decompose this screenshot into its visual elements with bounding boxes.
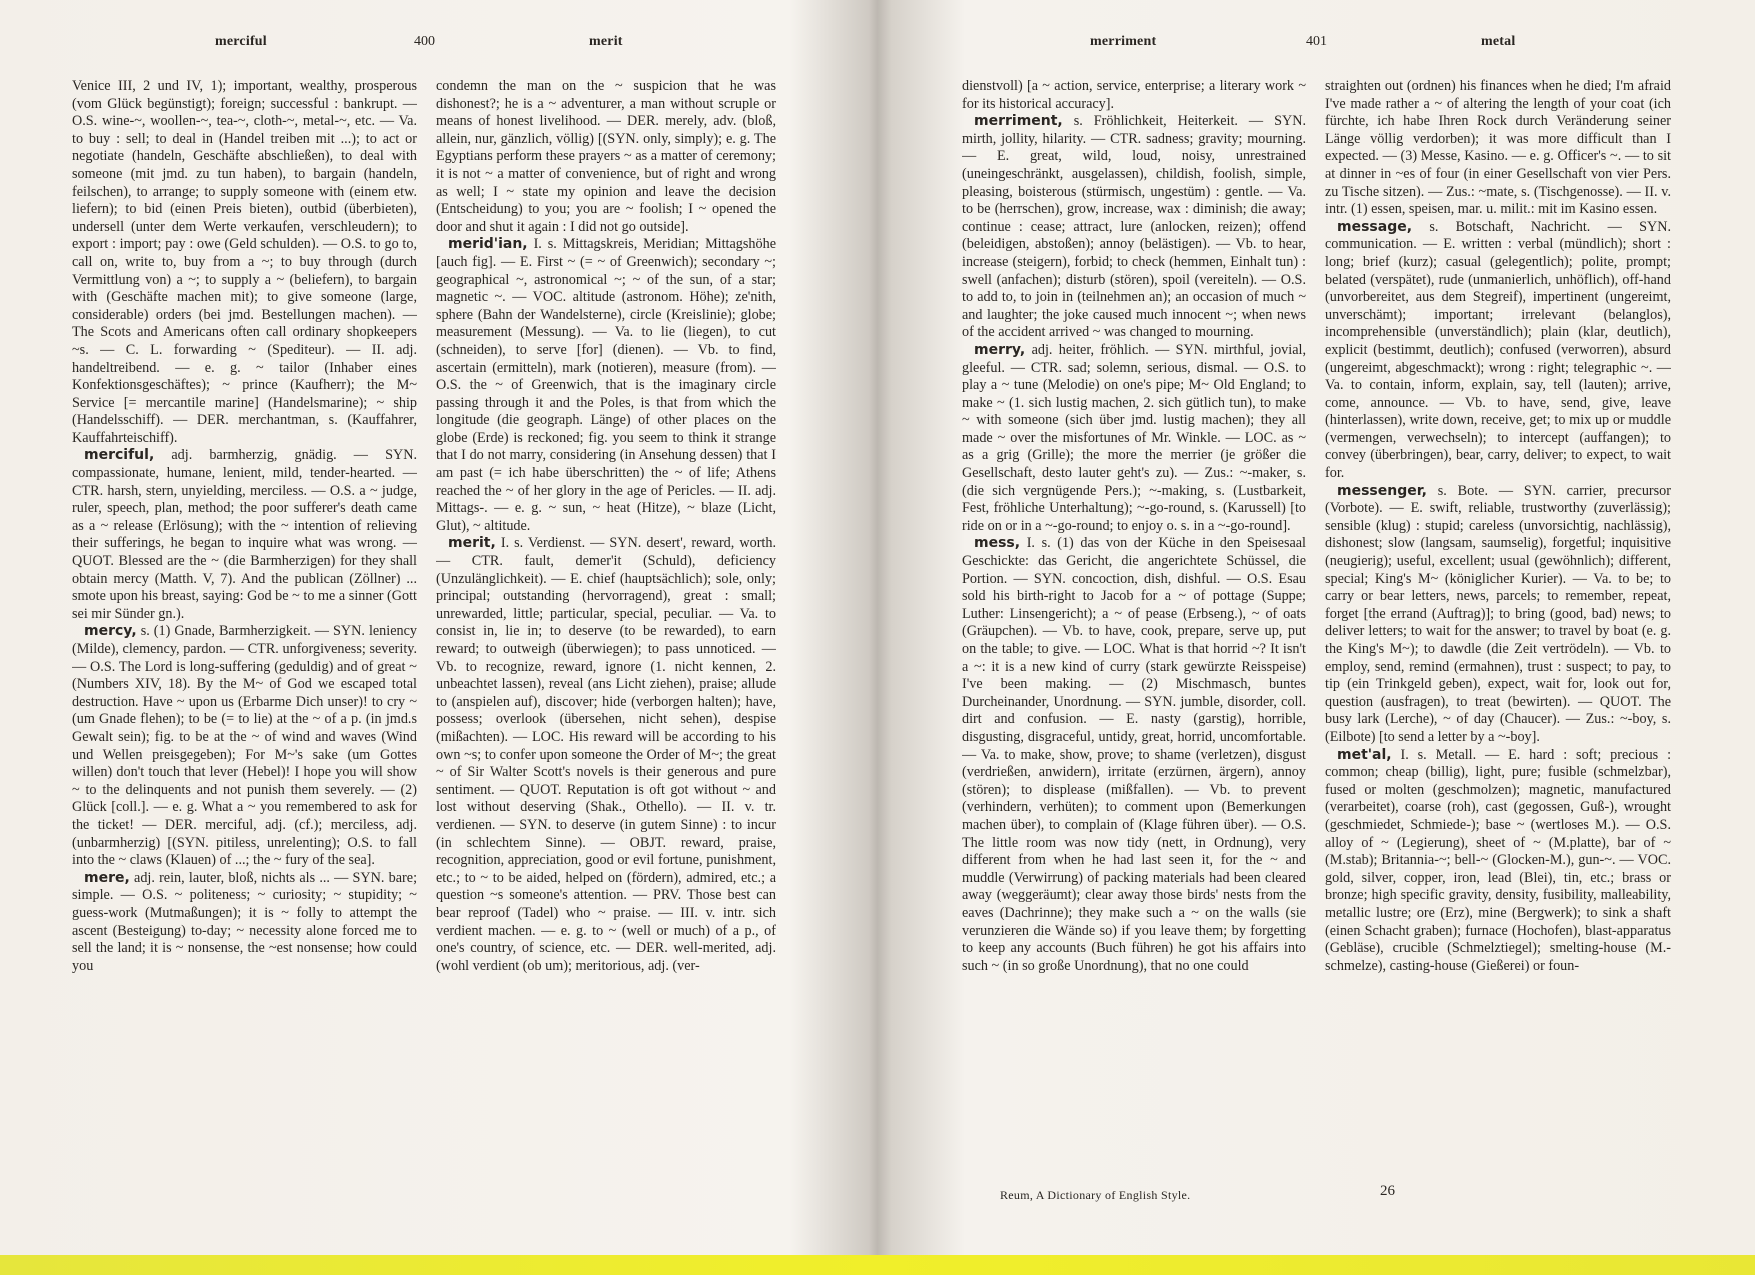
entry-headword: mess, (974, 535, 1021, 552)
entry-text: dienstvoll) [a ~ action, service, enterprise; a literary work ~ for its historical accuracy]. (962, 78, 1306, 112)
left-page-column-1 (72, 78, 417, 1228)
dictionary-entry (72, 870, 417, 976)
entry-text: straighten out (ordnen) his finances when he died; I'm afraid I've made rather a ~ of altering the length of your coat (ich fürchte, ich habe Ihren Rock durch Veränderung seiner Länge völlig verdorben); it was more difficult than I expected. — (3) Messe, Kasino. — e. g. Officer's ~. — to sit at dinner in ~es of four (in einer Gesellschaft von vier Pers. zu Tische sitzen). — Zus.: ~mate, s. (Tischgenosse). — II. v. intr. (1) essen, speisen, mar. u. milit.: mit im Kasino essen. (1325, 78, 1671, 218)
dictionary-entry (436, 535, 776, 975)
dictionary-entry (962, 342, 1306, 536)
entry-text: I. s. (1) das von der Küche in den Speisesaal Geschickte: das Gericht, die angerichtete Schüssel, die Portion. — SYN. concoction, dish, dishful. — O.S. Esau sold his birth-right to Jacob for a ~ of pottage (Suppe; Luther: Linsengericht); a ~ of pease (Erbseng.), ~ of oats (Gräupchen). — Vb. to have, cook, prepare, serve up, put on the table; to give. — LOC. What is that horrid ~? It isn't a ~: it is a new kind of curry (stark gewürzte Reisspeise) I've been making. — (2) Mischmasch, buntes Durcheinander, Unordnung. — SYN. jumble, disorder, coll. dirt and confusion. — E. nasty (garstig), horrible, disgusting, disgraceful, untidy, great, horrid, uncomfortable. — Va. to make, show, prove; to shame (verletzen), disgust (verdrießen, anwidern), irritate (erzürnen, ärgern), annoy (stören); to displease (mißfallen). — Vb. to prevent (verhindern, verhüten); to comment upon (Bemerkungen machen über), to complain of (Klage führen über). — O.S. The little room was now tidy (nett, in Ordnung), very different from when he had last seen it, for the ~ and muddle (Verwirrung) of packing materials had been cleared away (weggeräumt); clear away those birds' nests from the eaves (Dachrinne); they make such a ~ on the walls (sie verunzieren die Wände so) if you leave them; by forgetting to keep any accounts (Buch führen) he got his affairs into such ~ (in so große Unordnung), that no one could (962, 535, 1306, 974)
entry-text: s. Fröhlichkeit, Heiterkeit. — SYN. mirth, jollity, hilarity. — CTR. sadness; gravity; mourning. — E. great, wild, loud, noisy, unrestrained (uneingeschränkt, ausgelassen), childish, foolish, simple, pleasing, boisterous (stürmisch, ungestüm) : gentle. — Va. to be (herrschen), grow, increase, wax : diminish; die away; continue : cease; attract, lure (anlocken, reizen); offend (beleidigen, abstoßen); annoy (belästigen). — Vb. to hear, increase (steigern), forbid; to check (hemmen, Einhalt tun) : swell (anfachen); disturb (stören), spoil (vereiteln). — O.S. to add to, to join in (teilnehmen an); an occasion of much ~ and laughter; the joke caused much innocent ~; when news of the accident arrived ~ was changed to mourning. (962, 113, 1306, 341)
entry-headword: mere, (84, 869, 130, 886)
running-head-left: merciful (215, 34, 267, 49)
entry-headword: merry, (974, 341, 1026, 358)
entry-text: I. s. Metall. — E. hard : soft; precious : common; cheap (billig), light, pure; fusible (schmelzbar), fused or molten (geschmolzen); magnetic, manufactured (verarbeitet), coarse (roh), cast (gegossen, Guß-), wrought (geschmiedet, Schmiede-); base ~ (wertloses M.). — O.S. alloy of ~ (Legierung), sheet of ~ (M.platte), bar of ~ (M.stab); Britannia-~; bell-~ (Glocken-M.), gun-~. — VOC. gold, silver, copper, iron, lead (Blei), tin, etc.; brass or bronze; high specific gravity, density, fusibility, malleability, metallic lustre; ore (Erz), mine (Bergwerk); to sink a shaft (einen Schacht graben); furnace (Hochofen), blast-apparatus (Gebläse), crucible (Schmelztiegel); smelting-house (M.-schmelze), casting-house (Gießerei) or foun- (1325, 746, 1671, 974)
dictionary-entry (1325, 78, 1671, 219)
left-page (0, 0, 865, 1255)
entry-text: I. s. Verdienst. — SYN. desert', reward, worth. — CTR. fault, demer'it (Schuld), deficiency (Unzulänglichkeit). — E. chief (hauptsächlich); sole, only; principal; outstanding (hervorragend), great : small; unrewarded, little; particular, special, peculiar. — Va. to consist in, lie in; to deserve (to be rewarded), to earn reward; to outweigh (überwiegen); to pass unnoticed. — Vb. to recognize, reward, ignore (1. nicht kennen, 2. unbeachtet lassen), reveal (ans Licht ziehen), praise; allude to (anspielen auf), discover; hide (verborgen halten); have, possess; overlook (übersehen, nicht sehen), despise (mißachten). — LOC. His reward will be according to his own ~s; to confer upon someone the Order of M~; the great ~ of Sir Walter Scott's novels is their generous and pure sentiment. — QUOT. Reputation is oft got without ~ and lost without deserving (Shak., Othello). — II. v. tr. verdienen. — SYN. to deserve (in gutem Sinne) : to incur (in schlechtem Sinne). — OBJT. reward, praise, recognition, appreciation, good or evil fortune, punishment, etc.; to ~ to be aided, helped on (fördern), admired, etc.; a question ~s someone's attention. — PRV. Those best can bear reproof (Tadel) who ~ praise. — III. v. intr. sich verdient machen. — e. g. to ~ (well or much) of a p., of one's country, of science, etc. — DER. well-merited, adj. (wohl verdient (ob um); meritorious, adj. (ver- (436, 535, 776, 974)
entry-headword: met'al, (1337, 746, 1392, 763)
page-number-right: 401 (1306, 34, 1327, 49)
dictionary-entry (962, 78, 1306, 113)
dictionary-entry (72, 623, 417, 869)
left-page-column-2 (436, 78, 776, 1228)
entry-headword: mercy, (84, 623, 137, 640)
entry-text: s. (1) Gnade, Barmherzigkeit. — SYN. leniency (Milde), clemency, pardon. — CTR. unforgiveness; severity. — O.S. The Lord is long-suffering (geduldig) and of great ~ (Numbers XIV, 18). By the M~ of God we escaped total destruction. Have ~ upon us (Erbarme Dich unser)! to cry ~ (um Gnade flehen); to be (= to lie) at the ~ of a p. (in jmd.s Gewalt sein); fig. to be at the ~ of wind and waves (Wind und Wellen preisgegeben); For M~'s sake (um Gottes willen) don't touch that lever (Hebel)! I hope you will show ~ to the delinquents and not punish them severely. — (2) Glück [coll.]. — e. g. What a ~ you remembered to ask for the ticket! — DER. merciful, adj. (cf.); merciless, adj. (unbarmherzig) [(SYN. pitiless, unrelenting); O.S. to fall into the ~ claws (Klauen) of ...; the ~ fury of the sea]. (72, 623, 417, 869)
entry-headword: merid'ian, (448, 236, 528, 253)
dictionary-entry (962, 113, 1306, 342)
entry-headword: messenger, (1337, 482, 1427, 499)
entry-headword: merciful, (84, 447, 155, 464)
right-page (880, 0, 1755, 1255)
running-head-right: merit (589, 34, 623, 49)
running-head-right: metal (1481, 34, 1516, 49)
running-head-left: merriment (1090, 34, 1157, 49)
entry-text: adj. rein, lauter, bloß, nichts als ... — SYN. bare; simple. — O.S. ~ politeness; ~ curiosity; ~ stupidity; ~ guess-work (Mutmaßungen); it is ~ folly to attempt the ascent (Besteigung) to-day; ~ necessity alone forced me to sell the land; it is ~ nonsense, the ~est nonsense; how could you (72, 869, 417, 974)
dictionary-entry (436, 236, 776, 535)
entry-text: I. s. Mittagskreis, Meridian; Mittagshöhe [auch fig]. — E. First ~ (= ~ of Greenwich); secondary ~; geographical ~, astronomical ~; ~ of the sun, of a star; magnetic ~. — VOC. altitude (astronom. Höhe); ze'nith, sphere (Bahn der Wandelsterne), circle (Kreislinie); globe; measurement (Messung). — Va. to lie (liegen), to cut (schneiden), to serve [for] (dienen). — Vb. to find, ascertain (ermitteln), mark (notieren), measure (from). — O.S. the ~ of Greenwich, that is the imaginary circle passing through it and the Poles, is that from which the longitude (die geograph. Länge) of other places on the globe (Erde) is reckoned; fig. you seem to think it strange that I do not marry, considering (in Ansehung dessen) that I am past (= ich habe überschritten) the ~ of life; Athens reached the ~ of her glory in the age of Pericles. — II. adj. Mittags-. — e. g. ~ sun, ~ heat (Hitze), ~ blaze (Licht, Glut), ~ altitude. (436, 236, 776, 534)
dictionary-entry (1325, 483, 1671, 747)
signature-mark: 26 (1380, 1183, 1395, 1199)
right-page-column-2 (1325, 78, 1671, 1218)
entry-text: s. Bote. — SYN. carrier, precursor (Vorbote). — E. swift, reliable, trustworthy (zuverlässig); sensible (klug) : stupid; careless (unvorsichtig, nachlässig), dishonest; slow (langsam, saumselig), forgetful; inquisitive (neugierig); useful, excellent; usual (gewöhnlich); different, special; King's M~ (königlicher Kurier). — Va. to be; to carry or bear letters, news, parcels; to remember, repeat, forget [the errand (Auftrag)]; to bring (good, bad) news; to deliver letters; to wait for the answer; to travel by boat (e. g. the King's M~); to dawdle (die Zeit vertrödeln). — Vb. to employ, send, remind (ermahnen), trust : suspect; to pay, to tip (ein Trinkgeld geben), expect, wait for, look out for, question (ausfragen), to treat (bewirten). — QUOT. The busy lark (Lerche), ~ of day (Chaucer). — Zus.: ~-boy, s. (Eilbote) [to send a letter by a ~-boy]. (1325, 482, 1671, 745)
entry-headword: message, (1337, 218, 1413, 235)
entry-text: Venice III, 2 und IV, 1); important, wealthy, prosperous (vom Glück begünstigt); foreign; successful : bankrupt. — O.S. wine-~, woollen-~, tea-~, cloth-~, metal-~, etc. — Va. to buy : sell; to deal in (Handel treiben mit ...); to act or negotiate (handeln, Geschäfte abschließen), to deal with someone (mit jmd. zu tun haben), to bargain (handeln, feilschen), to arrange; to supply someone with (einem etw. liefern); to bid (einen Preis bieten), outbid (überbieten), undersell (unter dem Werte verkaufen, verschleudern); to export : import; pay : owe (Geld schulden). — O.S. to go to, call on, write to, buy from a ~; to buy through (durch Vermittlung von) a ~; to supply a ~ (beliefern), to bargain with (Geschäfte machen mit); to give someone (large, considerable) orders (bei jmd. Bestellungen machen). — The Scots and Americans often call ordinary shopkeepers ~s. — C. L. forwarding ~ (Spediteur). — II. adj. handeltreibend. — e. g. ~ tailor (Inhaber eines Konfektionsgeschäftes); ~ prince (Kaufherr); the M~ Service [= mercantile marine] (Handelsmarine); ~ ship (Handelsschiff). — DER. merchantman, s. (Kauffahrer, Kauffahrteischiff). (72, 78, 417, 446)
dictionary-entry (436, 78, 776, 236)
dictionary-entry (1325, 747, 1671, 976)
entry-text: adj. heiter, fröhlich. — SYN. mirthful, jovial, gleeful. — CTR. sad; solemn, serious, dismal. — O.S. to play a ~ tune (Melodie) on one's pipe; M~ Old England; to make ~ (1. sich lustig machen, 2. sich gütlich tun), to make ~ with someone (sich über jmd. lustig machen); they all made ~ over the misfortunes of Mr. Winkle. — LOC. as ~ as a grig (Grille); the more the merrier (je größer die Gesellschaft, desto lauter geht's zu). — Zus.: ~-maker, s. (die sich vergnügende Pers.); ~-making, s. (Lustbarkeit, Fest, fröhliche Unterhaltung); ~-go-round, s. (Karussell) [to ride on or in a ~-go-round; to enjoy o. s. in a ~-go-round]. (962, 341, 1306, 534)
entry-text: adj. barmherzig, gnädig. — SYN. compassionate, humane, lenient, mild, tender-hearted. — CTR. harsh, stern, unyielding, merciless. — O.S. a ~ judge, ruler, speech, plan, method; the poor sufferer's death came as a ~ release (Erlösung); with the ~ intention of relieving their sufferings, he began to inquire what was wrong. — QUOT. Blessed are the ~ (die Barmherzigen) for they shall obtain mercy (Matth. V, 7). And the publican (Zöllner) ... smote upon his breast, saying: God be ~ to me a sinner (Gott sei mir Sünder gn.). (72, 447, 417, 622)
footer-book-title: Reum, A Dictionary of English Style. (1000, 1188, 1191, 1202)
dictionary-entry (1325, 219, 1671, 483)
entry-text: s. Botschaft, Nachricht. — SYN. communication. — E. written : verbal (mündlich); short : long; brief (kurz); casual (gelegentlich); polite, prompt; belated (verspätet), rude (unmanierlich, unhöflich), off-hand (unvorbereitet, aus dem Stegreif), impertinent (ungereimt, unverschämt); important; irrelevant (belanglos), incomprehensible (unverständlich); plain (klar, deutlich), explicit (bestimmt, deutlich); confused (verworren), absurd (ungereimt, abgeschmackt); wrong : right; telegraphic ~. — Va. to contain, inform, explain, say, tell (lauten); arrive, come, announce. — Vb. to have, send, give, leave (hinterlassen), write down, receive, get; to mix up or muddle (vermengen, verwechseln); to intercept (auffangen); to convey (überbringen), bear, carry, deliver; to expect, to wait for. (1325, 218, 1671, 482)
page-number-left: 400 (414, 34, 435, 49)
dictionary-entry (962, 535, 1306, 975)
dictionary-entry (72, 447, 417, 623)
entry-headword: merit, (448, 535, 496, 552)
entry-text: condemn the man on the ~ suspicion that he was dishonest?; he is a ~ adventurer, a man without scruple or means of honest livelihood. — DER. merely, adv. (bloß, allein, nur, gänzlich, völlig) [(SYN. only, simply); e. g. The Egyptians perform these prayers ~ as a matter of ceremony; it is not ~ a matter of convenience, but of right and wrong as well; I ~ state my opinion and leave the decision (Entscheidung) to you; you are ~ foolish; I ~ opened the door and shut it again : I did not go outside]. (436, 78, 776, 235)
yellow-background-strip (0, 1255, 1755, 1275)
right-page-column-1 (962, 78, 1306, 1188)
dictionary-entry (72, 78, 417, 447)
entry-headword: merriment, (974, 113, 1063, 130)
